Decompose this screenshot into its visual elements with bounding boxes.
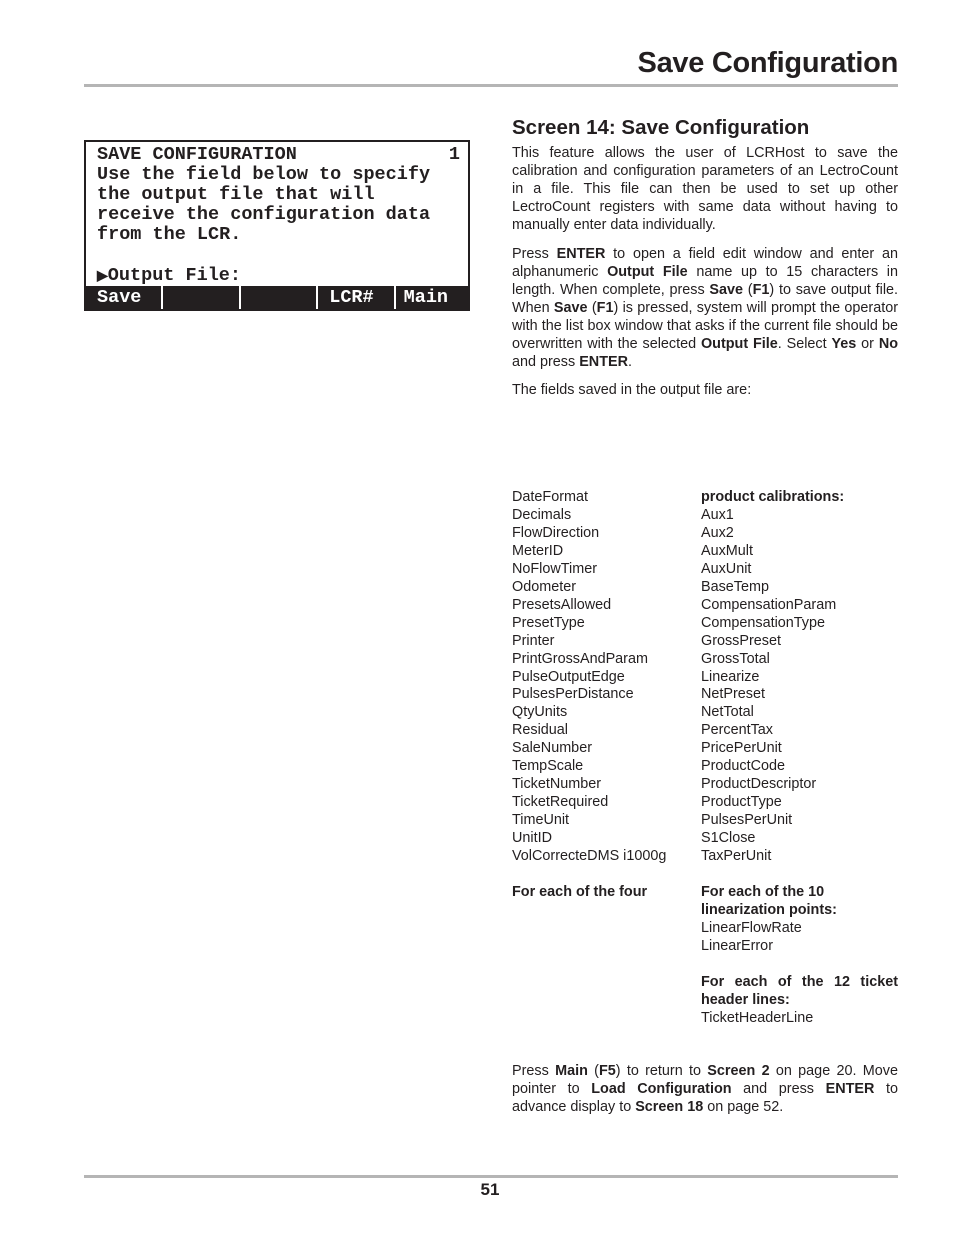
fields-intro: The fields saved in the output file are: <box>512 382 752 398</box>
list-item: TicketRequired <box>512 794 609 811</box>
lcd-line: from the LCR. <box>97 224 242 245</box>
list-item: ProductCode <box>701 758 785 775</box>
footer-rule <box>84 1175 898 1178</box>
list-item: PresetType <box>512 614 585 631</box>
list-item: SaleNumber <box>512 740 592 757</box>
list-item: PulsesPerDistance <box>512 686 634 703</box>
lcd-screen-number: 1 <box>448 144 460 165</box>
list-item: TempScale <box>512 758 584 775</box>
navigation-paragraph: Press Main (F5) to return to Screen 2 on page 20. Move pointer to Load Configuration and press ENTER to advance display to Screen 18 on page 52. <box>512 1063 898 1115</box>
list-item: BaseTemp <box>701 578 769 595</box>
output-file-field[interactable] <box>97 266 241 287</box>
fields-list-left <box>512 489 666 902</box>
softkey-f3[interactable] <box>241 286 318 309</box>
lcd-screen <box>84 140 470 311</box>
save-softkey[interactable]: Save <box>86 286 163 309</box>
list-item: Aux2 <box>701 524 734 541</box>
list-item: CompensationType <box>701 614 825 631</box>
list-item: ProductType <box>701 794 782 811</box>
output-file-label: Output File: <box>107 265 242 286</box>
list-item: S1Close <box>701 830 756 847</box>
list-item: TaxPerUnit <box>701 848 772 865</box>
list-item: TicketHeaderLine <box>701 1009 814 1026</box>
page-number: 51 <box>480 1180 500 1199</box>
list-item: ProductDescriptor <box>701 776 817 793</box>
list-item: VolCorrecteDMS i1000g <box>512 848 667 865</box>
list-item: CompensationParam <box>701 596 837 613</box>
list-item: AuxMult <box>701 542 753 559</box>
list-subheading: For each of the 12 ticket header lines: <box>701 973 898 1008</box>
list-item: NoFlowTimer <box>512 560 598 577</box>
list-item: TicketNumber <box>512 776 602 793</box>
list-item: PricePerUnit <box>701 740 782 757</box>
list-item: GrossPreset <box>701 632 781 649</box>
page-title: Save Configuration <box>637 47 898 79</box>
list-item: Aux1 <box>701 506 734 523</box>
list-item: LinearError <box>701 937 773 954</box>
list-item: QtyUnits <box>512 704 568 721</box>
softkey-f2[interactable] <box>163 286 240 309</box>
lcd-line: receive the configuration data <box>97 204 431 225</box>
list-item: AuxUnit <box>701 560 752 577</box>
list-item: NetTotal <box>701 704 754 721</box>
main-softkey[interactable]: Main <box>403 287 449 308</box>
list-item: Printer <box>512 632 555 649</box>
list-subheading: linearization points: <box>701 901 837 918</box>
lcd-line: Use the field below to specify <box>97 164 431 185</box>
list-item: Odometer <box>512 578 576 595</box>
list-item: Linearize <box>701 668 760 685</box>
list-item: LinearFlowRate <box>701 919 802 936</box>
list-subheading: For each of the four <box>512 883 648 900</box>
pointer-arrow-icon: ▶ <box>97 269 108 285</box>
list-item: PercentTax <box>701 722 773 739</box>
list-item: PrintGrossAndParam <box>512 650 648 667</box>
list-subheading: product calibrations: <box>701 489 845 505</box>
list-item: NetPreset <box>701 686 765 703</box>
list-item: DateFormat <box>512 489 588 505</box>
list-item: MeterID <box>512 542 564 559</box>
list-item: FlowDirection <box>512 524 600 541</box>
list-item: TimeUnit <box>512 812 570 829</box>
header-rule <box>84 84 898 87</box>
fields-list-right <box>701 489 898 1028</box>
softkey-bar <box>86 286 468 309</box>
lcr-number-softkey[interactable]: LCR# <box>318 286 395 309</box>
list-item: Residual <box>512 722 568 739</box>
intro-paragraph: This feature allows the user of LCRHost to save the calibration and configuration parameters of an LectroCount in a file. This file can then be used to set up other LectroCount registers with same data without having to manually enter data individually. <box>512 145 898 233</box>
list-item: PresetsAllowed <box>512 596 612 613</box>
list-item: UnitID <box>512 830 552 847</box>
instructions-paragraph: Press ENTER to open a field edit window and enter an alphanumeric Output File name up to 15 characters in length. When complete, press Save (F1) to save output file. When Save (F1) is pressed, system will prompt the operator with the list box window that asks if the current file should be overwritten with the selected Output File. Select Yes or No and press ENTER. <box>512 246 899 370</box>
list-item: GrossTotal <box>701 650 770 667</box>
lcd-line: the output file that will <box>97 184 375 205</box>
list-item: PulsesPerUnit <box>701 812 793 829</box>
section-heading: Screen 14: Save Configuration <box>512 116 810 139</box>
lcd-title: SAVE CONFIGURATION <box>97 144 297 165</box>
list-subheading: For each of the 10 <box>701 883 825 900</box>
list-item: PulseOutputEdge <box>512 668 625 685</box>
list-item: Decimals <box>512 506 572 523</box>
